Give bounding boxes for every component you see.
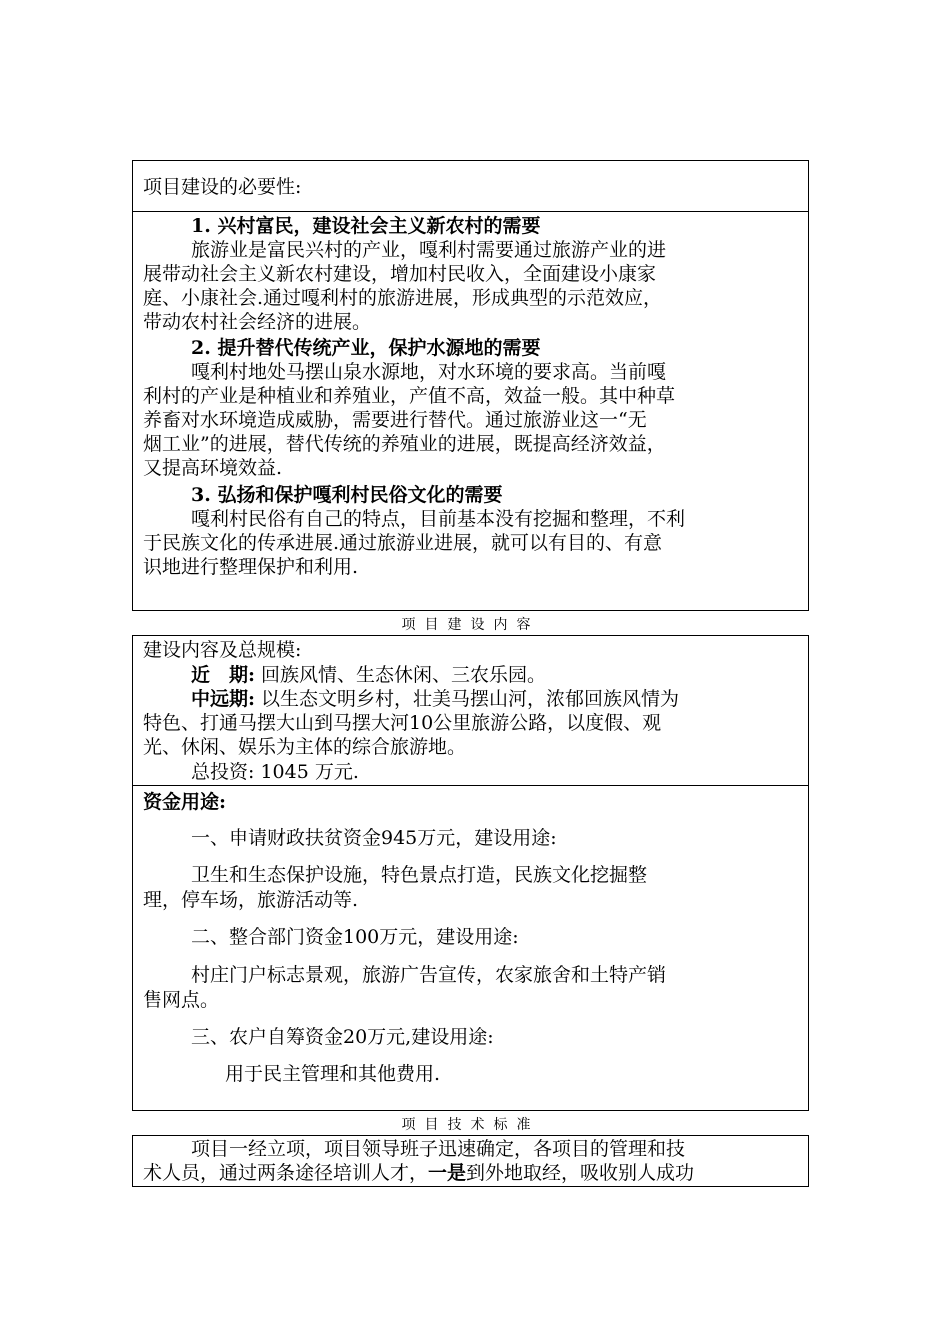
paragraph-line: 识地进行整理保护和利用.: [143, 556, 359, 578]
construction-content-section: [132, 635, 809, 786]
technical-standard-caption: 项目技术标准: [401, 1117, 540, 1133]
mid-term-label: 中远期:: [191, 688, 256, 710]
fund-usage-heading: 资金用途:: [143, 791, 227, 813]
necessity-section: [132, 160, 809, 611]
text-segment: 术人员，通过两条途径培训人才，: [143, 1162, 429, 1184]
paragraph-line: 嘎利村民俗有自己的特点，目前基本没有挖掘和整理，不利: [191, 508, 686, 530]
technical-standard-section: [132, 1135, 809, 1187]
fund-usage-section: [132, 785, 809, 1111]
paragraph-line: 烟工业”的进展，替代传统的养殖业的进展，既提高经济效益，: [143, 433, 666, 455]
divider: [133, 211, 808, 212]
paragraph-line: 嘎利村地处马摆山泉水源地，对水环境的要求高。当前嘎: [191, 361, 667, 383]
mid-term-line: [191, 687, 800, 711]
paragraph-line: 旅游业是富民兴村的产业，嘎利村需要通过旅游产业的进: [191, 239, 667, 261]
paragraph-line: 利村的产业是种植业和养殖业，产值不高，效益一般。其中种草: [143, 385, 676, 407]
paragraph-line: 养畜对水环境造成威胁，需要进行替代。通过旅游业这一“无: [143, 409, 647, 431]
text-segment: 到外地取经，吸收别人成功: [466, 1162, 695, 1184]
paragraph-line: 用于民主管理和其他费用.: [225, 1063, 441, 1085]
paragraph-line: 项目一经立项，项目领导班子迅速确定，各项目的管理和技: [191, 1138, 686, 1160]
paragraph-line: 又提高环境效益.: [143, 457, 283, 479]
necessity-heading: 项目建设的必要性:: [143, 176, 302, 198]
paragraph-line-mixed: [143, 1161, 800, 1185]
paragraph-line: 展带动社会主义新农村建设，增加村民收入，全面建设小康家: [143, 263, 657, 285]
paragraph-line: 售网点。: [143, 989, 220, 1011]
paragraph-line: 于民族文化的传承进展.通过旅游业进展，就可以有目的、有意: [143, 532, 663, 554]
point3-title: 3. 弘扬和保护嘎利村民俗文化的需要: [191, 484, 503, 506]
mid-term-text: 以生态文明乡村，壮美马摆山河，浓郁回族风情为: [255, 688, 680, 710]
near-term-label: 近 期:: [191, 664, 256, 686]
point2-title: 2. 提升替代传统产业，保护水源地的需要: [191, 337, 541, 359]
paragraph-line: 庭、小康社会.通过嘎利村的旅游进展，形成典型的示范效应，: [143, 287, 663, 309]
paragraph-line: 特色、打通马摆大山到马摆大河10公里旅游公路，以度假、观: [143, 712, 662, 734]
paragraph-line: 光、休闲、娱乐为主体的综合旅游地。: [143, 736, 467, 758]
construction-content-caption: 项目建设内容: [401, 617, 540, 633]
paragraph-line: 带动农村社会经济的进展。: [143, 311, 372, 333]
fund-item-1-title: 一、申请财政扶贫资金945万元，建设用途:: [191, 827, 557, 849]
near-term-line: [191, 663, 800, 687]
paragraph-line: 卫生和生态保护设施，特色景点打造，民族文化挖掘整: [191, 864, 648, 886]
bold-segment: 一是: [428, 1162, 467, 1184]
paragraph-line: 村庄门户标志景观，旅游广告宣传，农家旅舍和土特产销: [191, 964, 667, 986]
fund-item-2-title: 二、整合部门资金100万元，建设用途:: [191, 926, 519, 948]
fund-item-3-title: 三、农户自筹资金20万元,建设用途:: [191, 1026, 494, 1048]
content-heading: 建设内容及总规模:: [143, 639, 302, 661]
paragraph-line: 理，停车场，旅游活动等.: [143, 889, 359, 911]
point1-title: 1. 兴村富民，建设社会主义新农村的需要: [191, 215, 541, 237]
total-investment: 总投资: 1045 万元.: [191, 761, 359, 783]
near-term-text: 回族风情、生态休闲、三农乐园。: [255, 664, 547, 686]
